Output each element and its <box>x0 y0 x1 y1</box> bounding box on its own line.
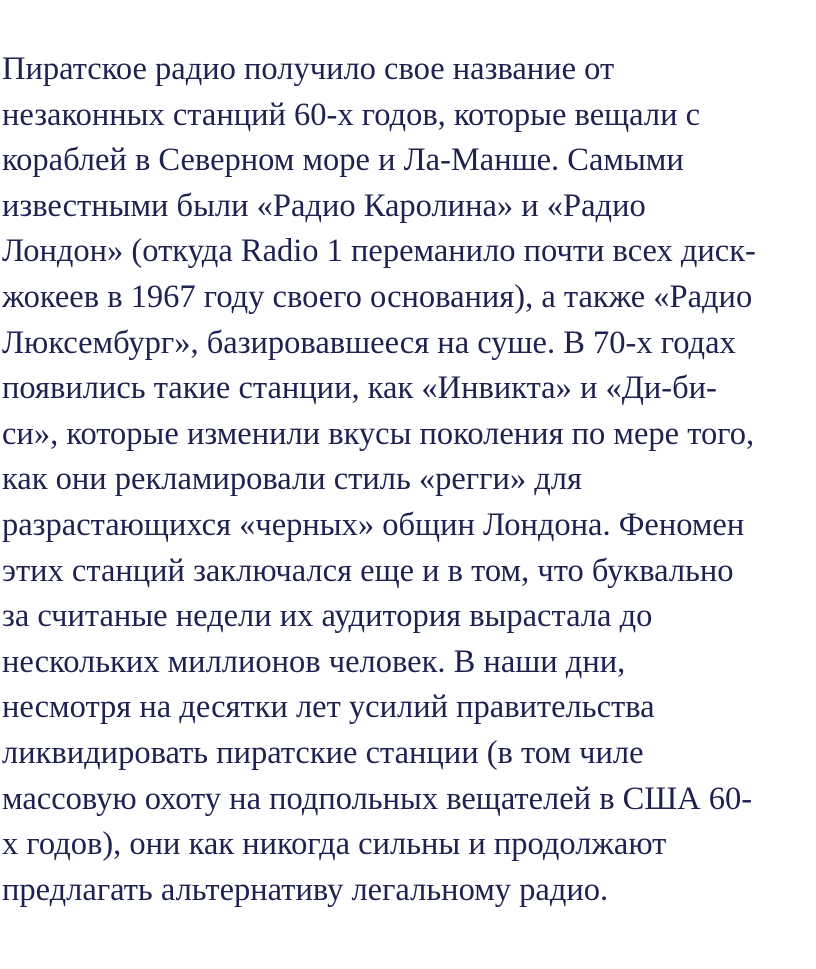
paragraph-line: как они рекламировали стиль «регги» для <box>2 461 582 498</box>
paragraph-line: х годов), они как никогда сильны и продолжают <box>2 826 667 863</box>
paragraph-line: Лондон» (откуда Radio 1 переманило почти всех диск- <box>2 233 756 270</box>
paragraph-line: кораблей в Северном море и Ла-Манше. Самыми <box>2 142 684 179</box>
paragraph-line: нескольких миллионов человек. В наши дни, <box>2 643 626 680</box>
paragraph-line: появились такие станции, как «Инвикта» и «Ди-би- <box>2 370 717 407</box>
paragraph-line: этих станций заключался еще и в том, что буквально <box>2 552 734 589</box>
paragraph-line: несмотря на десятки лет усилий правительства <box>2 689 655 726</box>
paragraph-line: ликвидировать пиратские станции (в том чиле <box>2 734 644 771</box>
body-paragraph <box>2 47 816 913</box>
paragraph-line: Люксембург», базировавшееся на суше. В 70-х годах <box>2 324 736 361</box>
paragraph-line: Пиратское радио получило свое название от <box>2 51 615 87</box>
paragraph-line: жокеев в 1967 году своего основания), а также «Радио <box>2 278 753 315</box>
paragraph-line: незаконных станций 60-х годов, которые вещали с <box>2 96 701 133</box>
paragraph-line: си», которые изменили вкусы поколения по мере того, <box>2 415 755 452</box>
paragraph-line: известными были «Радио Каролина» и «Радио <box>2 187 646 224</box>
paragraph-line: разрастающихся «черных» общин Лондона. Феномен <box>2 506 745 543</box>
paragraph-line: за считаные недели их аудитория вырастала до <box>2 598 653 635</box>
paragraph-line: предлагать альтернативу легальному радио. <box>2 871 609 908</box>
paragraph-line: массовую охоту на подпольных вещателей в США 60- <box>2 780 753 817</box>
